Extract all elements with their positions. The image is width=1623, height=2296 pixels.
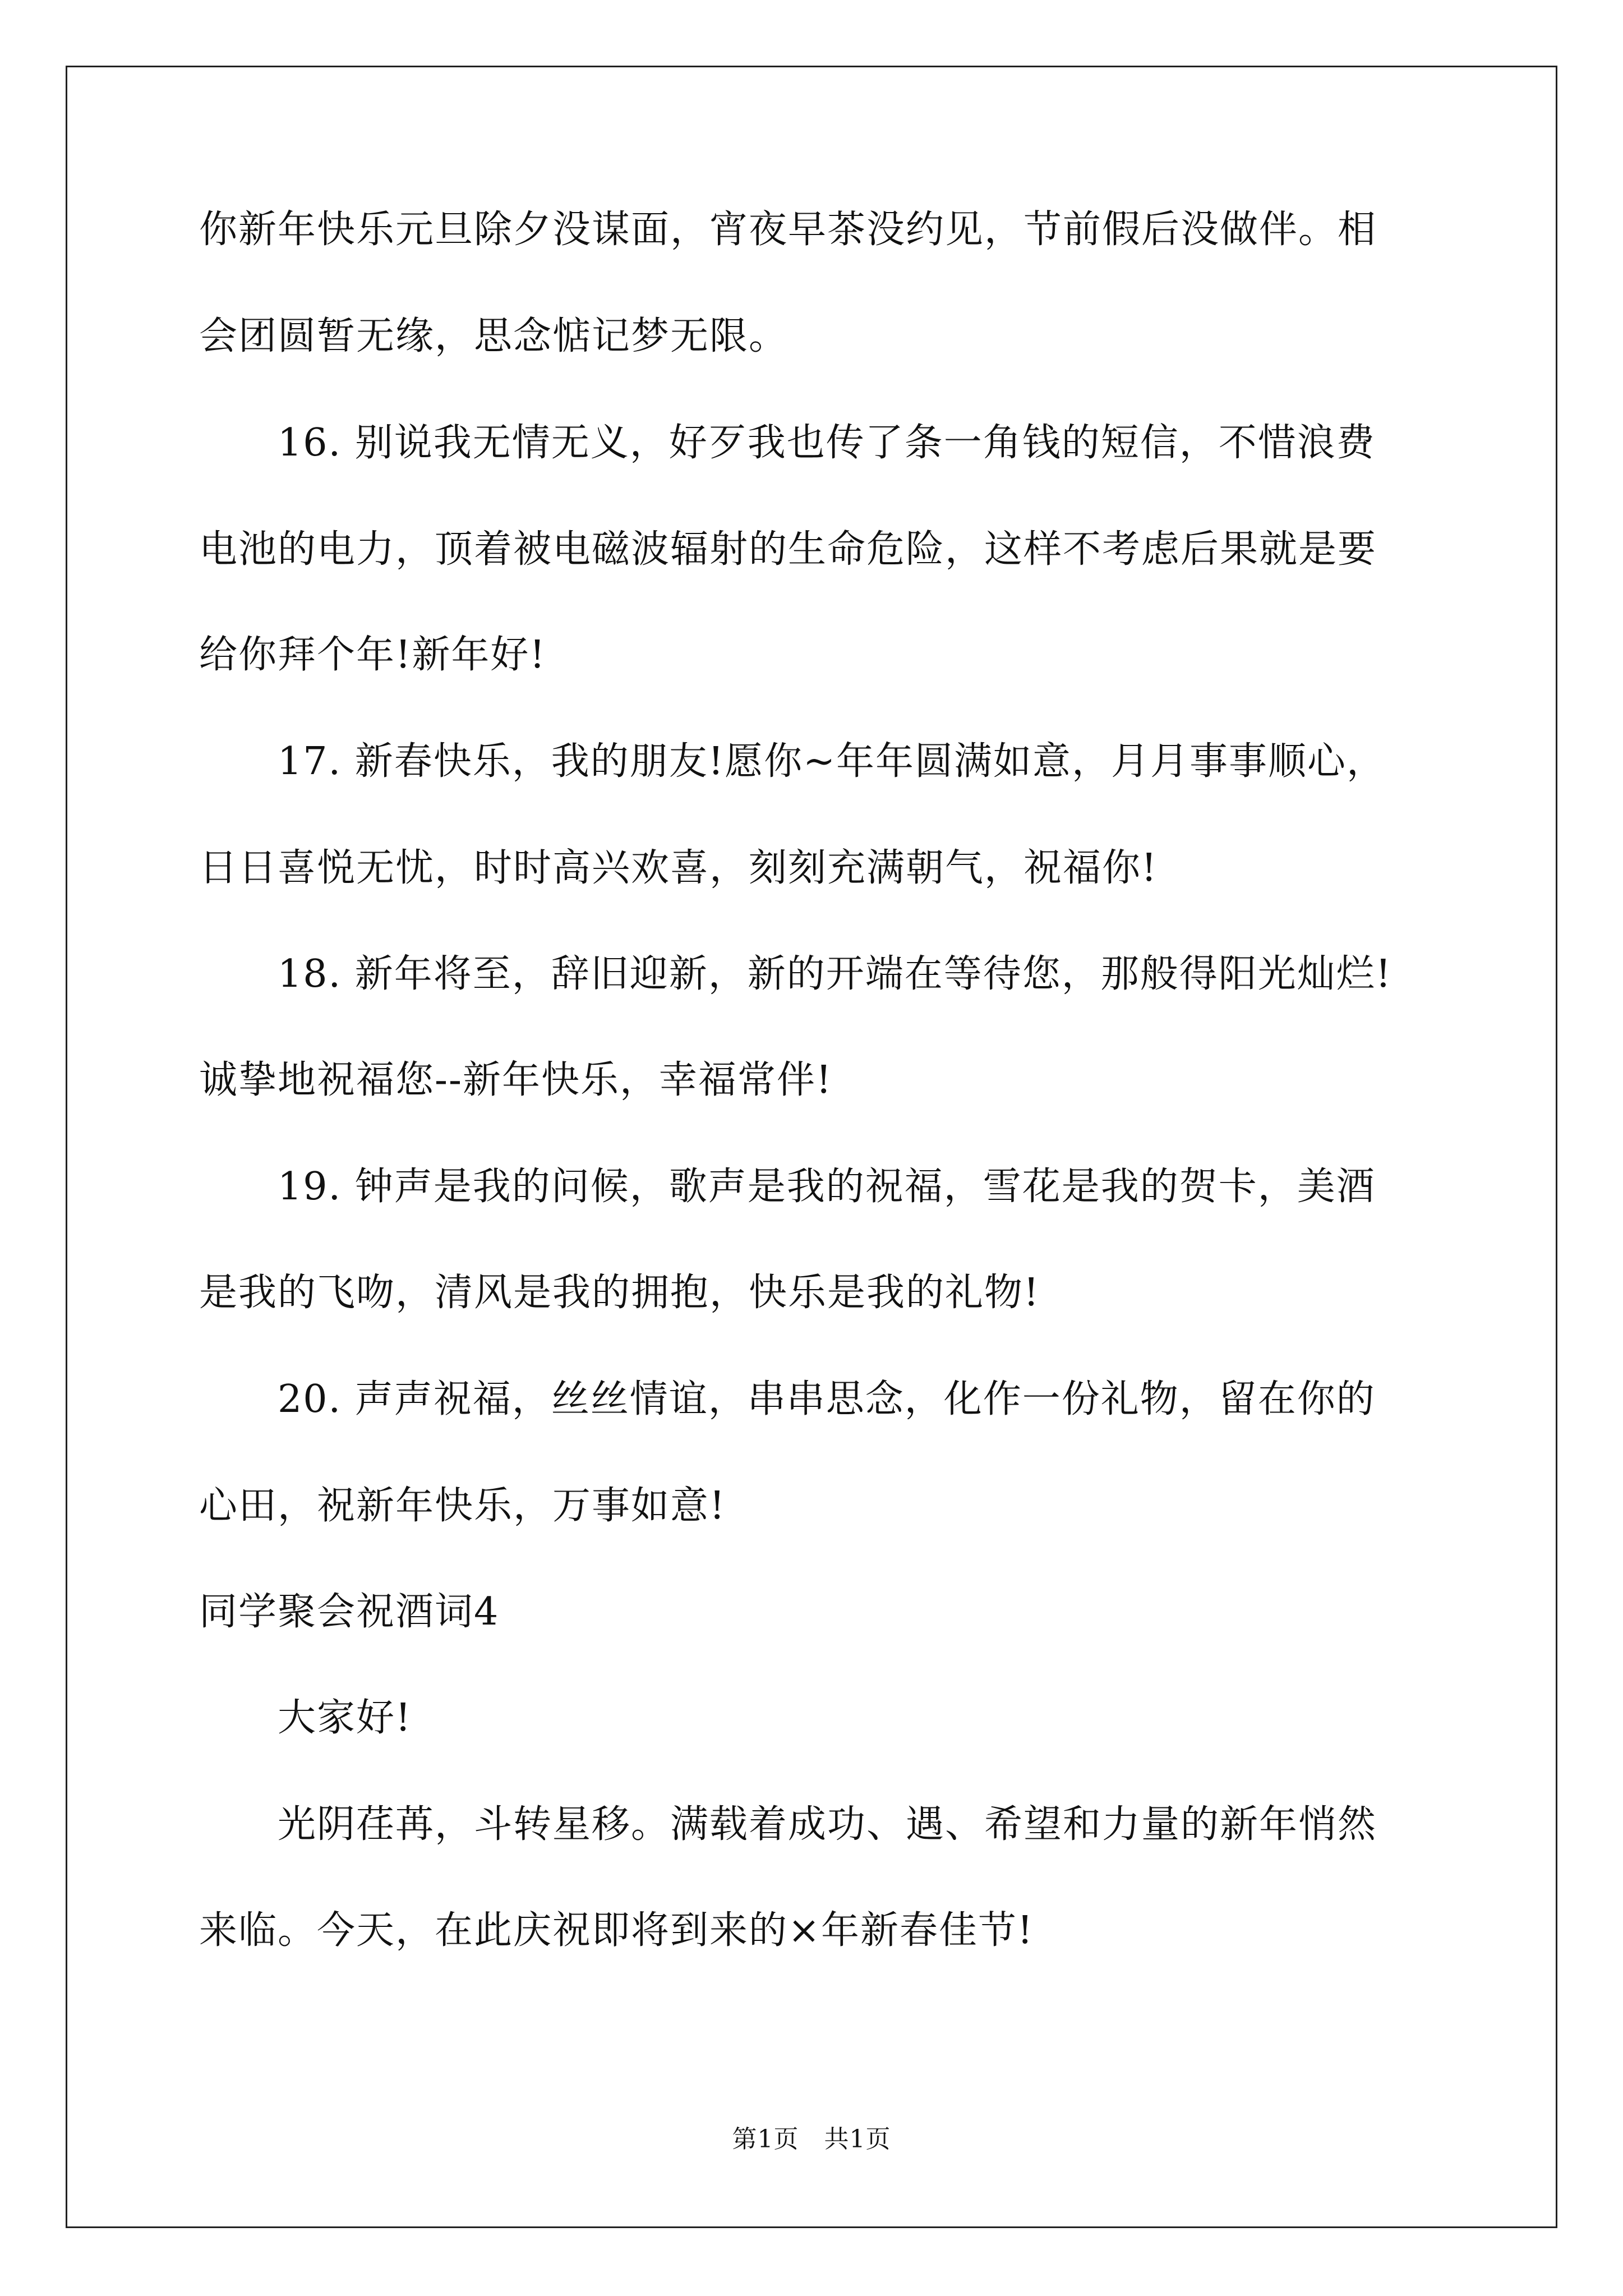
item-20-line-1: 20. 声声祝福，丝丝情谊，串串思念，化作一份礼物，留在你的 (278, 1377, 1376, 1421)
text-line-2: 会团圆暂无缘，思念惦记梦无限。 (199, 314, 789, 358)
item-19-line-2: 是我的飞吻，清风是我的拥抱，快乐是我的礼物! (199, 1271, 1040, 1315)
greeting-line: 大家好! (278, 1696, 412, 1740)
item-19-line-1: 19. 钟声是我的问候，歌声是我的祝福，雪花是我的贺卡，美酒 (278, 1165, 1376, 1209)
item-16-line-3: 给你拜个年!新年好! (199, 633, 546, 677)
item-17-line-1: 17. 新春快乐，我的朋友!愿你~年年圆满如意，月月事事顺心， (278, 739, 1386, 784)
page-footer: 第1页 共1页 (732, 2125, 891, 2154)
paragraph-line-1: 光阴荏苒，斗转星移。满载着成功、遇、希望和力量的新年悄然 (278, 1802, 1377, 1847)
paragraph-line-2: 来临。今天，在此庆祝即将到来的×年新春佳节! (199, 1908, 1034, 1953)
item-18-line-2: 诚挚地祝福您--新年快乐，幸福常伴! (199, 1058, 833, 1102)
section-heading: 同学聚会祝酒词4 (199, 1590, 500, 1634)
item-16-line-2: 电池的电力，顶着被电磁波辐射的生命危险，这样不考虑后果就是要 (199, 527, 1377, 572)
text-line-1: 你新年快乐元旦除夕没谋面，宵夜早茶没约见，节前假后没做伴。相 (199, 208, 1377, 252)
page-border (66, 66, 1557, 2228)
item-20-line-2: 心田，祝新年快乐，万事如意! (199, 1484, 726, 1528)
item-18-line-1: 18. 新年将至，辞旧迎新，新的开端在等待您，那般得阳光灿烂! (278, 952, 1393, 996)
item-16-line-1: 16. 别说我无情无义，好歹我也传了条一角钱的短信，不惜浪费 (278, 421, 1376, 465)
item-17-line-2: 日日喜悦无忧，时时高兴欢喜，刻刻充满朝气，祝福你! (199, 846, 1158, 890)
